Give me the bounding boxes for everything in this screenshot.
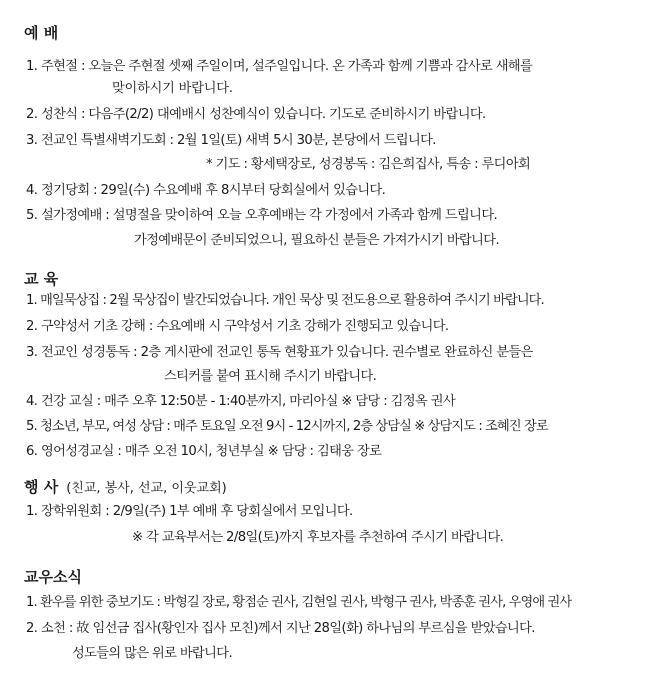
section-heading-worship: 예 배 — [24, 24, 59, 42]
worship-item-3: 3. 전교인 특별새벽기도회 : 2월 1일(토) 새벽 5시 30분, 본당에서 드립니다. — [26, 133, 436, 148]
education-item-5: 5. 청소년, 부모, 여성 상담 : 매주 토요일 오전 9시 - 12시까지, 2층 상담실 ※ 상담지도 : 조혜진 장로 — [26, 419, 548, 434]
worship-item-2: 2. 성찬식 : 다음주(2/2) 대예배시 성찬예식이 있습니다. 기도로 준비하시기 바랍니다. — [26, 107, 486, 122]
section-heading-education: 교 육 — [24, 270, 59, 288]
section-heading-events — [24, 476, 227, 497]
events-heading-subtitle: (친교, 봉사, 선교, 이웃교회) — [66, 481, 227, 496]
worship-item-5: 5. 설가정예배 : 설명절을 맞이하여 오늘 오후예배는 각 가정에서 가족과 함께 드립니다. — [26, 208, 498, 223]
worship-item-1-cont: 맞이하시기 바랍니다. — [112, 81, 233, 96]
education-item-4: 4. 건강 교실 : 매주 오후 12:50분 - 1:40분까지, 마리아실 ※ 담당 : 김정옥 권사 — [26, 394, 455, 409]
education-item-2: 2. 구약성서 기초 강해 : 수요예배 시 구약성서 기초 강해가 진행되고 있습니다. — [26, 319, 449, 334]
worship-item-1: 1. 주현절 : 오늘은 주현절 셋째 주일이며, 설주일입니다. 온 가족과 함께 기쁨과 감사로 새해를 — [26, 59, 533, 74]
worship-item-4: 4. 정기당회 : 29일(수) 수요예배 후 8시부터 당회실에서 있습니다. — [26, 183, 386, 198]
members-item-2: 2. 소천 : 故 임선금 집사(황인자 집사 모친)께서 지난 28일(화) 하나님의 부르심을 받았습니다. — [26, 621, 535, 636]
worship-item-3-note: * 기도 : 황세택장로, 성경봉독 : 김은희집사, 특송 : 루디아회 — [206, 157, 531, 172]
section-heading-members: 교우소식 — [24, 568, 82, 586]
education-item-6: 6. 영어성경교실 : 매주 오전 10시, 청년부실 ※ 담당 : 김태웅 장로 — [26, 444, 382, 459]
events-item-1-note: ※ 각 교육부서는 2/8일(토)까지 후보자를 추천하여 주시기 바랍니다. — [132, 530, 504, 545]
education-item-1: 1. 매일묵상집 : 2월 묵상집이 발간되었습니다. 개인 묵상 및 전도용으로 활용하여 주시기 바랍니다. — [26, 293, 544, 308]
members-item-1: 1. 환우를 위한 중보기도 : 박형길 장로, 황점순 권사, 김현일 권사, 박형구 권사, 박종훈 권사, 우영애 권사 — [26, 595, 572, 610]
events-heading-title: 행 사 — [24, 478, 59, 496]
members-item-2-cont: 성도들의 많은 위로 바랍니다. — [72, 646, 233, 661]
worship-item-5-cont: 가정예배문이 준비되었으니, 필요하신 분들은 가져가시기 바랍니다. — [134, 233, 500, 248]
education-item-3-cont: 스티커를 붙여 표시해 주시기 바랍니다. — [164, 369, 377, 384]
education-item-3: 3. 전교인 성경통독 : 2층 게시판에 전교인 통독 현황표가 있습니다. 권수별로 완료하신 분들은 — [26, 345, 533, 360]
events-item-1: 1. 장학위원회 : 2/9일(주) 1부 예배 후 당회실에서 모입니다. — [26, 504, 353, 519]
